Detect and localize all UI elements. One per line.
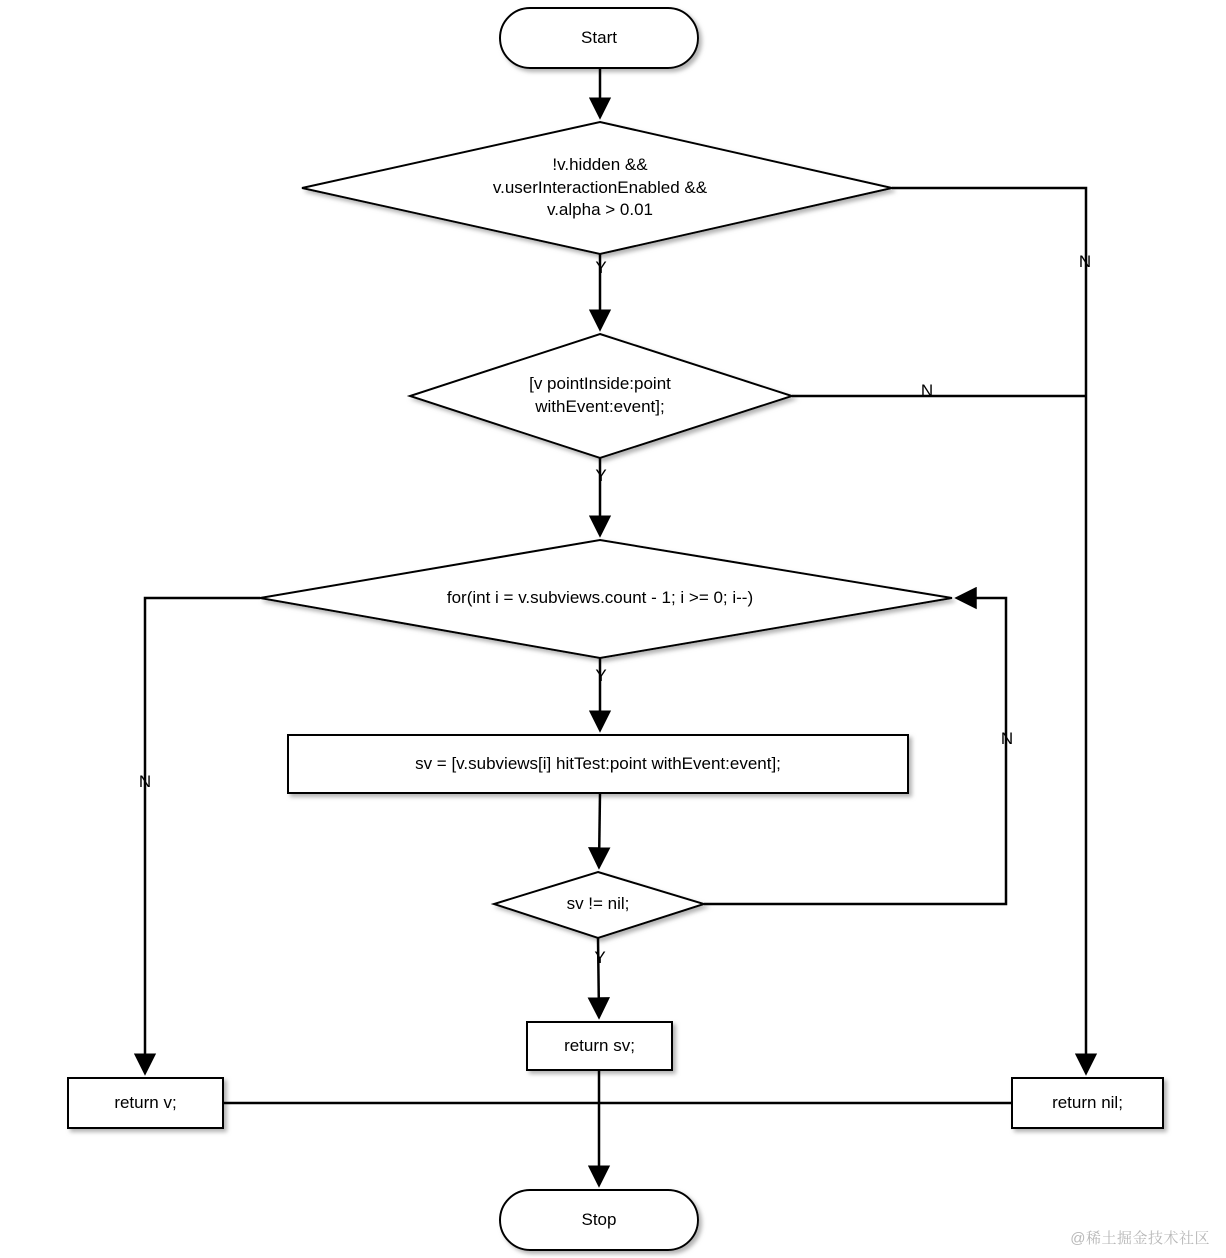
node-return-sv-label: return sv; (564, 1035, 635, 1055)
edge-label-loop-yes: Y (595, 666, 607, 685)
edge-label-point-inside-yes: Y (595, 466, 607, 485)
node-return-v-label: return v; (114, 1092, 177, 1112)
node-cond-sv-label: sv != nil; (566, 893, 630, 913)
node-cond-visible-shape (302, 122, 892, 254)
node-start-shape (500, 8, 698, 68)
edge-label-loop-no: N (138, 772, 152, 791)
edge-label-visible-yes: Y (595, 258, 607, 277)
edge-label-sv-yes: Y (594, 948, 606, 967)
node-cond-visible-label: !v.hidden && v.userInteractionEnabled && v.alpha > 0.01 (492, 154, 708, 220)
node-return-nil-shape (1012, 1078, 1163, 1128)
edge-label-point-inside-no: N (920, 381, 934, 400)
node-loop-subviews-shape (260, 540, 952, 658)
edge-process-to-sv (599, 793, 600, 866)
node-process-hittest-shape (288, 735, 908, 793)
node-stop-label: Stop (581, 1209, 617, 1229)
node-start-label: Start (581, 27, 617, 47)
edge-label-sv-no: N (1000, 729, 1014, 748)
node-loop-subviews-label: for(int i = v.subviews.count - 1; i >= 0; i--) (446, 587, 754, 607)
edge-loop-no (145, 598, 260, 1072)
node-cond-point-inside-shape (410, 334, 792, 458)
node-stop-shape (500, 1190, 698, 1250)
node-return-sv-shape (527, 1022, 672, 1070)
watermark-label: @稀土掘金技术社区 (1070, 1230, 1210, 1247)
node-cond-sv-shape (494, 872, 704, 938)
edge-label-visible-no: N (1078, 252, 1092, 271)
edge-visible-no (892, 188, 1086, 1072)
node-return-nil-label: return nil; (1052, 1092, 1123, 1112)
node-cond-point-inside-label: [v pointInside:point withEvent:event]; (529, 374, 671, 416)
node-return-v-shape (68, 1078, 223, 1128)
node-process-hittest-label: sv = [v.subviews[i] hitTest:point withEvent:event]; (415, 753, 781, 773)
